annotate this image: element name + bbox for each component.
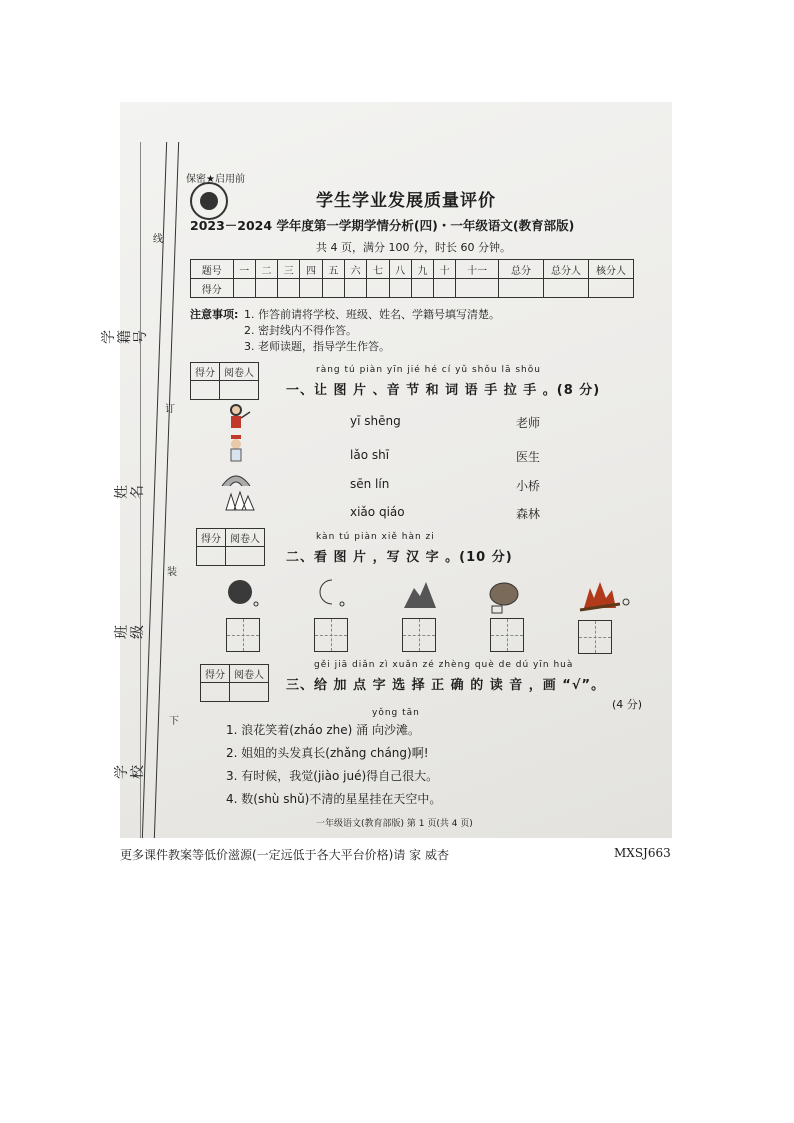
pinyin-option[interactable]: lǎo shī [350, 448, 390, 462]
word-option[interactable]: 森林 [516, 507, 541, 521]
question-item[interactable]: 3. 有时候，我觉(jiào jué)得自己很大。 [226, 769, 439, 783]
section1-pinyin: ràng tú piàn yīn jié hé cí yǔ shǒu lā shǒu [316, 365, 541, 375]
section2-heading: 二、看 图 片 ，写 汉 字 。(10 分) [286, 550, 513, 565]
grader-reviewer-label: 阅卷人 [230, 665, 269, 683]
writing-box[interactable] [402, 618, 436, 652]
label-banji: 班级 [114, 625, 146, 639]
writing-box[interactable] [490, 618, 524, 652]
marker-xia: 下 [169, 716, 179, 727]
score-table-header-cell: 八 [389, 260, 411, 279]
moon-icon [320, 580, 344, 606]
pinyin-yongtan: yǒng tān [372, 708, 420, 718]
stone-icon [490, 583, 518, 613]
grader-reviewer-cell[interactable] [230, 683, 269, 702]
score-cell[interactable] [233, 279, 255, 298]
score-cell[interactable] [499, 279, 544, 298]
score-table-header-cell: 一 [233, 260, 255, 279]
note-item: 3. 老师读题，指导学生作答。 [244, 340, 390, 353]
score-cell[interactable] [544, 279, 589, 298]
score-table-header-cell: 总分人 [544, 260, 589, 279]
marker-zhuang: 装 [167, 567, 177, 578]
score-table-header-cell: 二 [255, 260, 277, 279]
note-item: 1. 作答前请将学校、班级、姓名、学籍号填写清楚。 [244, 308, 500, 321]
score-table-header-cell: 五 [322, 260, 344, 279]
writing-box[interactable] [578, 620, 612, 654]
section1-heading: 一、让 图 片 、音 节 和 词 语 手 拉 手 。(8 分) [286, 383, 601, 398]
score-cell[interactable] [434, 279, 456, 298]
page-footer: 一年级语文(教育部版) 第 1 页(共 4 页) [316, 819, 473, 829]
score-table-header-cell: 总分 [499, 260, 544, 279]
grader-score-cell[interactable] [197, 547, 226, 566]
grader-box [200, 664, 269, 702]
caption-text: 更多课件教案等低价滋源(一定远低于各大平台价格)请 家 威杏 [120, 848, 449, 862]
score-cell[interactable] [255, 279, 277, 298]
score-table-header-cell: 四 [300, 260, 322, 279]
score-cell[interactable] [278, 279, 300, 298]
score-table-header-cell: 七 [367, 260, 389, 279]
score-cell[interactable] [456, 279, 499, 298]
word-option[interactable]: 医生 [516, 450, 541, 464]
score-table-header-cell: 核分人 [589, 260, 634, 279]
marker-xian: 线 [153, 234, 163, 245]
score-table-header-cell: 六 [344, 260, 366, 279]
score-table-header-cell: 题号 [191, 260, 234, 279]
exam-title: 学生学业发展质量评价 [316, 191, 496, 211]
score-cell[interactable] [589, 279, 634, 298]
school-seal-logo [190, 182, 228, 220]
section3-points: (4 分) [612, 698, 643, 711]
writing-box[interactable] [314, 618, 348, 652]
score-row-label: 得分 [191, 279, 234, 298]
score-cell[interactable] [389, 279, 411, 298]
grader-score-cell[interactable] [201, 683, 230, 702]
score-cell[interactable] [411, 279, 433, 298]
pinyin-option[interactable]: yī shēng [350, 414, 401, 428]
bridge-icon [222, 476, 250, 486]
section3-pinyin: gěi jiā diǎn zì xuǎn zé zhèng què de dú yīn huà [314, 660, 574, 670]
fire-icon [580, 582, 629, 610]
notes-label: 注意事项: [190, 308, 239, 321]
section2-pictures [224, 574, 644, 616]
section1-pictures [222, 402, 256, 512]
score-table-header-cell: 十 [434, 260, 456, 279]
score-table [190, 259, 634, 298]
pinyin-option[interactable]: xiǎo qiáo [350, 505, 405, 519]
question-item[interactable]: 1. 浪花笑着(zháo zhe) 涌 向沙滩。 [226, 723, 420, 737]
doctor-teacher-icon [230, 404, 250, 428]
grader-score-label: 得分 [201, 665, 230, 683]
score-cell[interactable] [300, 279, 322, 298]
score-table-header-cell: 十一 [456, 260, 499, 279]
score-cell[interactable] [367, 279, 389, 298]
marker-ding: 订 [165, 404, 175, 415]
score-table-header-cell: 三 [278, 260, 300, 279]
grader-box [190, 362, 259, 400]
label-xuejihao: 学籍号 [101, 330, 149, 344]
word-option[interactable]: 老师 [516, 416, 541, 430]
score-table-header-cell: 九 [411, 260, 433, 279]
exam-info: 共 4 页，满分 100 分，时长 60 分钟。 [316, 241, 511, 254]
doctor-icon [231, 435, 241, 461]
pinyin-option[interactable]: sēn lín [350, 477, 390, 491]
label-xuexiao: 学校 [114, 765, 146, 779]
sun-icon [228, 580, 258, 606]
mountain-icon [404, 582, 436, 608]
exam-subtitle: 2023－2024 学年度第一学期学情分析(四)・一年级语文(教育部版) [190, 218, 575, 233]
caption-code: MXSJ663 [614, 846, 671, 860]
grader-box [196, 528, 265, 566]
word-option[interactable]: 小桥 [516, 479, 541, 493]
grader-reviewer-cell[interactable] [220, 381, 259, 400]
section3-heading: 三、给 加 点 字 选 择 正 确 的 读 音 ，画 “√”。 [286, 678, 606, 693]
score-cell[interactable] [322, 279, 344, 298]
grader-reviewer-label: 阅卷人 [220, 363, 259, 381]
grader-score-label: 得分 [197, 529, 226, 547]
grader-reviewer-label: 阅卷人 [226, 529, 265, 547]
question-item[interactable]: 4. 数(shù shǔ)不清的星星挂在天空中。 [226, 792, 442, 806]
forest-icon [226, 492, 254, 510]
writing-box[interactable] [226, 618, 260, 652]
score-cell[interactable] [344, 279, 366, 298]
grader-reviewer-cell[interactable] [226, 547, 265, 566]
confidential-mark: 保密★启用前 [186, 174, 245, 185]
section2-pinyin: kàn tú piàn xiě hàn zi [316, 532, 435, 542]
exam-photo [101, 102, 672, 838]
grader-score-cell[interactable] [191, 381, 220, 400]
grader-score-label: 得分 [191, 363, 220, 381]
question-item[interactable]: 2. 姐姐的头发真长(zhǎng cháng)啊! [226, 746, 429, 760]
note-item: 2. 密封线内不得作答。 [244, 324, 357, 337]
label-xingming: 姓名 [114, 485, 146, 499]
